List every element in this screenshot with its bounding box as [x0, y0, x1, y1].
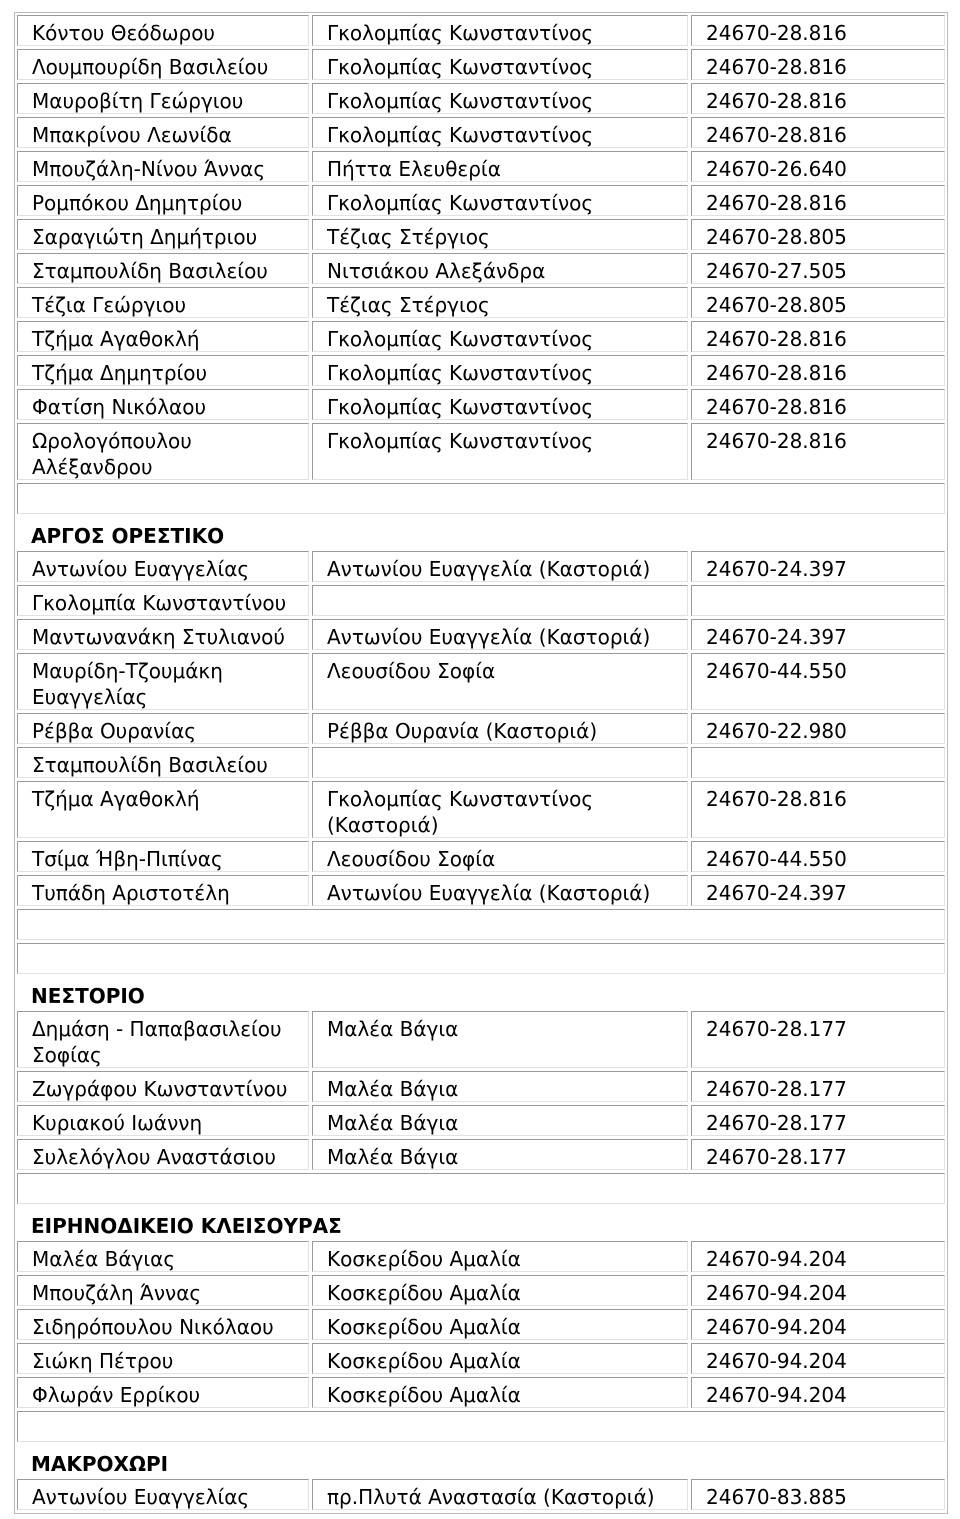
name-cell: Ρέββα Ουρανίας: [17, 713, 309, 744]
blank-cell: [17, 909, 945, 940]
agent-cell: Αντωνίου Ευαγγελία (Καστοριά): [312, 619, 688, 650]
section-heading: ΝΕΣΤΟΡΙΟ: [31, 984, 145, 1008]
phone-cell: 24670-28.816: [691, 83, 945, 114]
phone-cell: 24670-28.805: [691, 287, 945, 318]
table-row: [15, 321, 947, 352]
phone-cell: 24670-28.816: [691, 423, 945, 480]
agent-cell: Γκολομπίας Κωνσταντίνος: [312, 355, 688, 386]
phone-cell: 24670-28.816: [691, 389, 945, 420]
agent-cell: Γκολομπίας Κωνσταντίνος: [312, 83, 688, 114]
phone-cell: 24670-44.550: [691, 653, 945, 710]
agent-cell: Νιτσιάκου Αλεξάνδρα: [312, 253, 688, 284]
name-cell: Αντωνίου Ευαγγελίας: [17, 551, 309, 582]
name-cell: Κόντου Θεόδωρου: [17, 15, 309, 46]
phone-cell: 24670-28.805: [691, 219, 945, 250]
phone-cell: 24670-28.177: [691, 1105, 945, 1136]
name-cell: Ζωγράφου Κωνσταντίνου: [17, 1071, 309, 1102]
agent-cell: Μαλέα Βάγια: [312, 1011, 688, 1068]
table-row: [15, 117, 947, 148]
table-row: [15, 83, 947, 114]
agent-cell: Γκολομπίας Κωνσταντίνος: [312, 15, 688, 46]
table-row: [15, 15, 947, 46]
phone-cell: 24670-28.816: [691, 117, 945, 148]
blank-cell: [17, 1173, 945, 1204]
blank-row: [15, 943, 947, 974]
agent-cell: πρ.Πλυτά Αναστασία (Καστοριά): [312, 1479, 688, 1510]
name-cell: Αντωνίου Ευαγγελίας: [17, 1479, 309, 1510]
name-cell: Λουμπουρίδη Βασιλείου: [17, 49, 309, 80]
phone-cell: 24670-27.505: [691, 253, 945, 284]
table-row: [15, 1071, 947, 1102]
phone-cell: 24670-94.204: [691, 1309, 945, 1340]
table-row: [15, 841, 947, 872]
section-heading: ΑΡΓΟΣ ΟΡΕΣΤΙΚΟ: [31, 524, 225, 548]
name-cell: Μαντωνανάκη Στυλιανού: [17, 619, 309, 650]
agent-cell: Λεουσίδου Σοφία: [312, 653, 688, 710]
agent-cell: Γκολομπίας Κωνσταντίνος: [312, 117, 688, 148]
agent-cell: Μαλέα Βάγια: [312, 1139, 688, 1170]
agent-cell: Πήττα Ελευθερία: [312, 151, 688, 182]
blank-row: [15, 1173, 947, 1204]
name-cell: Φλωράν Ερρίκου: [17, 1377, 309, 1408]
agent-cell: Γκολομπίας Κωνσταντίνος (Καστοριά): [312, 781, 688, 838]
table-row: [15, 49, 947, 80]
blank-cell: [17, 943, 945, 974]
name-cell: Ωρολογόπουλου Αλέξανδρου: [17, 423, 309, 480]
phone-cell: 24670-26.640: [691, 151, 945, 182]
name-cell: Σταμπουλίδη Βασιλείου: [17, 253, 309, 284]
agent-cell: Κοσκερίδου Αμαλία: [312, 1377, 688, 1408]
name-cell: Δημάση - Παπαβασιλείου Σοφίας: [17, 1011, 309, 1068]
blank-row: [15, 1411, 947, 1442]
name-cell: Τζήμα Αγαθοκλή: [17, 321, 309, 352]
name-cell: Κυριακού Ιωάννη: [17, 1105, 309, 1136]
blank-cell: [17, 1411, 945, 1442]
phone-cell: 24670-28.177: [691, 1011, 945, 1068]
blank-row: [15, 483, 947, 514]
table-row: [15, 151, 947, 182]
phone-cell: 24670-94.204: [691, 1377, 945, 1408]
name-cell: Μαλέα Βάγιας: [17, 1241, 309, 1272]
blank-row: [15, 909, 947, 940]
section-heading-row: [15, 1445, 947, 1476]
agent-cell: Γκολομπίας Κωνσταντίνος: [312, 389, 688, 420]
agent-cell: [312, 585, 688, 616]
name-cell: Τσίμα Ήβη-Πιπίνας: [17, 841, 309, 872]
table-row: [15, 219, 947, 250]
section-heading-row: [15, 977, 947, 1008]
name-cell: Σιώκη Πέτρου: [17, 1343, 309, 1374]
table-row: [15, 585, 947, 616]
phone-cell: 24670-28.816: [691, 321, 945, 352]
name-cell: Σταμπουλίδη Βασιλείου: [17, 747, 309, 778]
name-cell: Μαυρίδη-Τζουμάκη Ευαγγελίας: [17, 653, 309, 710]
agent-cell: Κοσκερίδου Αμαλία: [312, 1343, 688, 1374]
name-cell: Μπουζάλη-Νίνου Άννας: [17, 151, 309, 182]
table-row: [15, 1309, 947, 1340]
table-row: [15, 1377, 947, 1408]
table-row: [15, 185, 947, 216]
name-cell: Μπουζάλη Άννας: [17, 1275, 309, 1306]
table-row: [15, 713, 947, 744]
table-row: [15, 619, 947, 650]
agent-cell: Μαλέα Βάγια: [312, 1105, 688, 1136]
phone-cell: 24670-44.550: [691, 841, 945, 872]
agent-cell: Κοσκερίδου Αμαλία: [312, 1241, 688, 1272]
agent-cell: Γκολομπίας Κωνσταντίνος: [312, 321, 688, 352]
phone-cell: 24670-22.980: [691, 713, 945, 744]
blank-cell: [17, 483, 945, 514]
phone-cell: 24670-28.177: [691, 1139, 945, 1170]
agent-cell: Γκολομπίας Κωνσταντίνος: [312, 49, 688, 80]
table-row: [15, 1479, 947, 1510]
name-cell: Τζήμα Αγαθοκλή: [17, 781, 309, 838]
table-row: [15, 1275, 947, 1306]
directory-table: [14, 12, 948, 1514]
phone-cell: 24670-94.204: [691, 1343, 945, 1374]
phone-cell: 24670-28.816: [691, 781, 945, 838]
name-cell: Μαυροβίτη Γεώργιου: [17, 83, 309, 114]
name-cell: Μπακρίνου Λεωνίδα: [17, 117, 309, 148]
table-row: [15, 781, 947, 838]
name-cell: Φατίση Νικόλαου: [17, 389, 309, 420]
agent-cell: Τέζιας Στέργιος: [312, 219, 688, 250]
table-row: [15, 1011, 947, 1068]
phone-cell: 24670-28.816: [691, 49, 945, 80]
name-cell: Γκολομπία Κωνσταντίνου: [17, 585, 309, 616]
table-row: [15, 355, 947, 386]
table-row: [15, 1241, 947, 1272]
agent-cell: Λεουσίδου Σοφία: [312, 841, 688, 872]
name-cell: Συλελόγλου Αναστάσιου: [17, 1139, 309, 1170]
section-heading-row: [15, 517, 947, 548]
name-cell: Σαραγιώτη Δημήτριου: [17, 219, 309, 250]
table-row: [15, 875, 947, 906]
table-row: [15, 551, 947, 582]
phone-cell: [691, 585, 945, 616]
phone-cell: 24670-24.397: [691, 551, 945, 582]
agent-cell: Γκολομπίας Κωνσταντίνος: [312, 185, 688, 216]
agent-cell: Γκολομπίας Κωνσταντίνος: [312, 423, 688, 480]
section-heading-row: [15, 1207, 947, 1238]
table-row: [15, 1105, 947, 1136]
phone-cell: 24670-28.177: [691, 1071, 945, 1102]
agent-cell: Τέζιας Στέργιος: [312, 287, 688, 318]
agent-cell: Κοσκερίδου Αμαλία: [312, 1309, 688, 1340]
phone-cell: 24670-28.816: [691, 185, 945, 216]
name-cell: Σιδηρόπουλου Νικόλαου: [17, 1309, 309, 1340]
table-row: [15, 389, 947, 420]
phone-cell: 24670-94.204: [691, 1241, 945, 1272]
name-cell: Τζήμα Δημητρίου: [17, 355, 309, 386]
name-cell: Τέζια Γεώργιου: [17, 287, 309, 318]
agent-cell: [312, 747, 688, 778]
phone-cell: [691, 747, 945, 778]
table-row: [15, 653, 947, 710]
phone-cell: 24670-28.816: [691, 15, 945, 46]
agent-cell: Κοσκερίδου Αμαλία: [312, 1275, 688, 1306]
section-heading: ΕΙΡΗΝΟΔΙΚΕΙΟ ΚΛΕΙΣΟΥΡΑΣ: [31, 1214, 342, 1238]
phone-cell: 24670-24.397: [691, 619, 945, 650]
name-cell: Τυπάδη Αριστοτέλη: [17, 875, 309, 906]
agent-cell: Ρέββα Ουρανία (Καστοριά): [312, 713, 688, 744]
agent-cell: Μαλέα Βάγια: [312, 1071, 688, 1102]
name-cell: Ρομπόκου Δημητρίου: [17, 185, 309, 216]
table-row: [15, 747, 947, 778]
agent-cell: Αντωνίου Ευαγγελία (Καστοριά): [312, 551, 688, 582]
agent-cell: Αντωνίου Ευαγγελία (Καστοριά): [312, 875, 688, 906]
phone-cell: 24670-83.885: [691, 1479, 945, 1510]
table-row: [15, 1343, 947, 1374]
table-row: [15, 253, 947, 284]
table-row: [15, 1139, 947, 1170]
phone-cell: 24670-28.816: [691, 355, 945, 386]
phone-cell: 24670-94.204: [691, 1275, 945, 1306]
table-row: [15, 423, 947, 480]
section-heading: ΜΑΚΡΟΧΩΡΙ: [31, 1452, 169, 1476]
phone-cell: 24670-24.397: [691, 875, 945, 906]
table-row: [15, 287, 947, 318]
